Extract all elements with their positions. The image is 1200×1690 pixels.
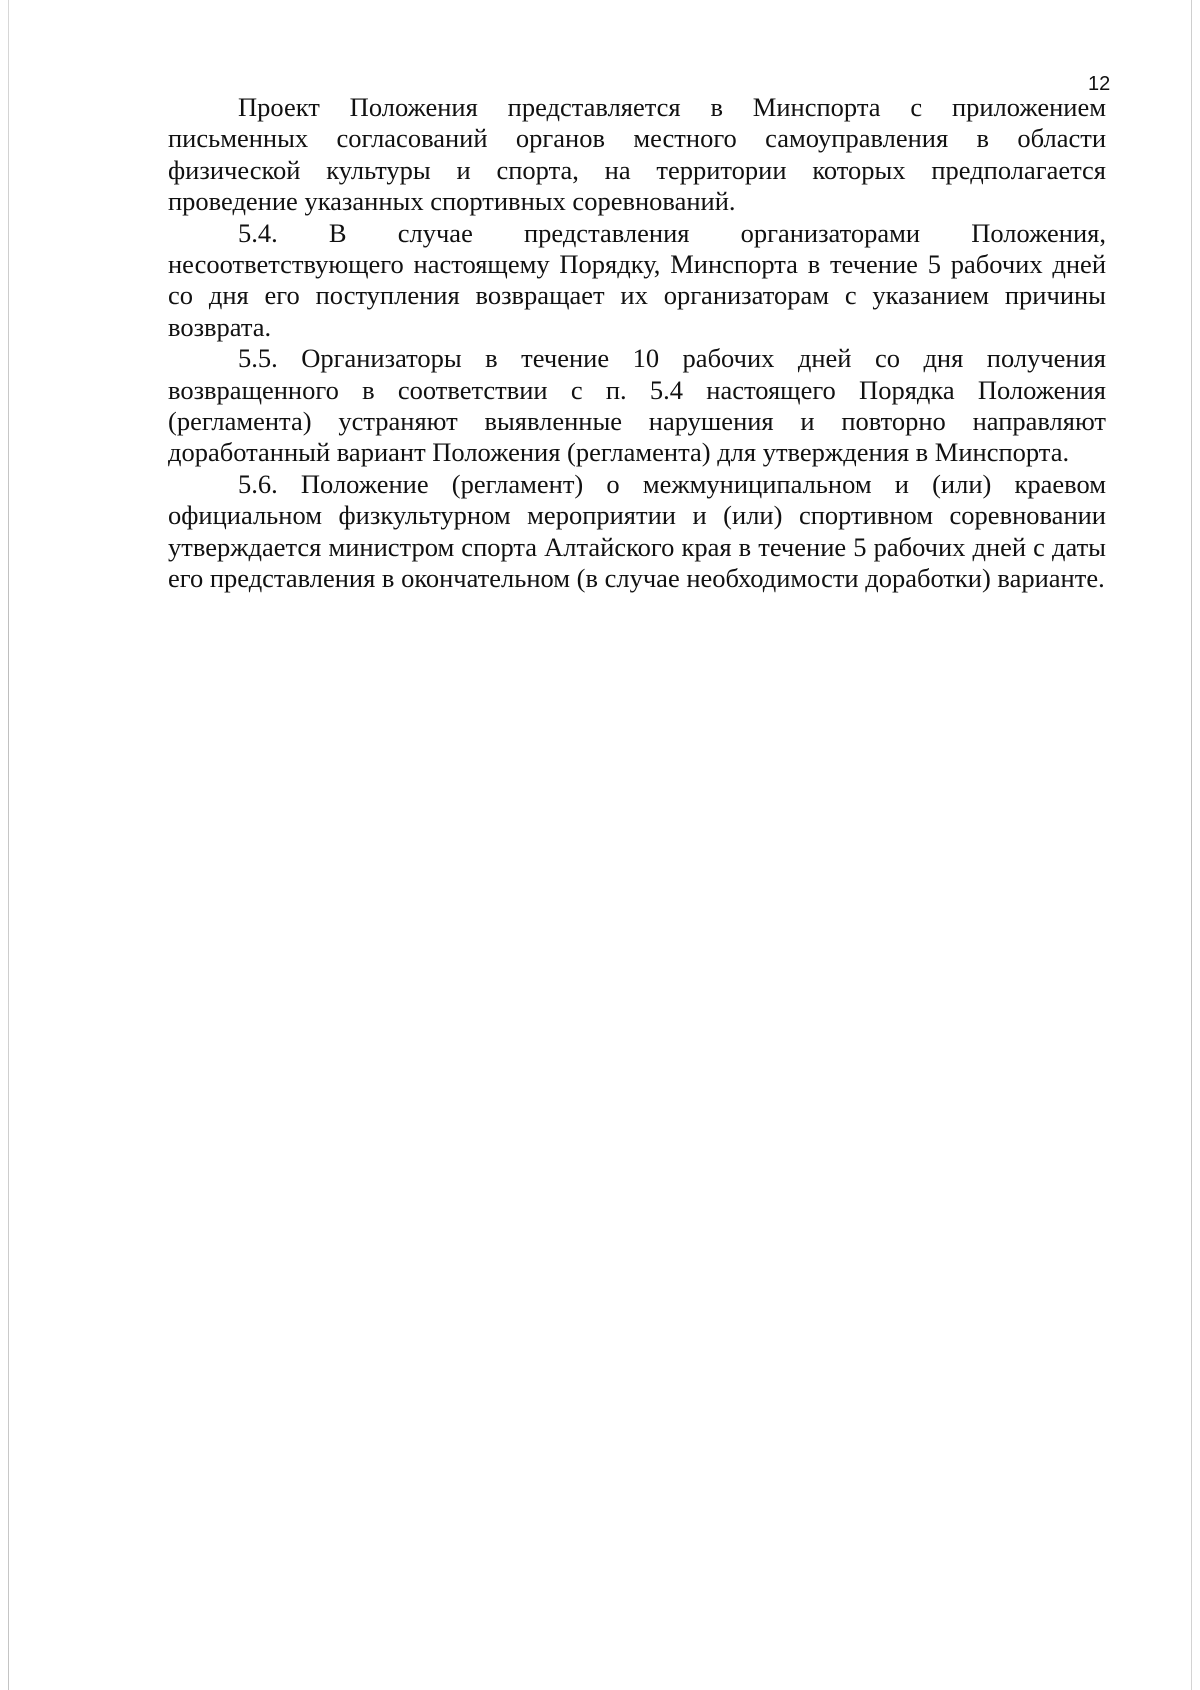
page-number: 12 bbox=[1088, 73, 1111, 95]
scan-edge-right bbox=[1191, 0, 1192, 1690]
document-body bbox=[168, 92, 1106, 595]
paragraph-5-5: 5.5. Организаторы в течение 10 рабочих дней со дня получения возвращенного в соответствии с п. 5.4 настоящего Порядка Положения (регламента) устраняют выявленные нарушения и повторно направляют доработанный вариант Положения (регламента) для утверждения в Минспорта. bbox=[168, 343, 1106, 468]
scan-edge-left bbox=[8, 0, 9, 1690]
paragraph-project-submission: Проект Положения представляется в Минспорта с приложением письменных согласований органов местного самоуправления в области физической культуры и спорта, на территории которых предполагается проведение указанных спортивных соревнований. bbox=[168, 92, 1106, 217]
paragraph-5-6: 5.6. Положение (регламент) о межмуниципальном и (или) краевом официальном физкультурном мероприятии и (или) спортивном соревновании утверждается министром спорта Алтайского края в течение 5 рабочих дней с даты его представления в окончательном (в случае необходимости доработки) варианте. bbox=[168, 468, 1106, 594]
paragraph-5-4: 5.4. В случае представления организаторами Положения, несоответствующего настоящему Порядку, Минспорта в течение 5 рабочих дней со дня его поступления возвращает их организаторам с указанием причины возврата. bbox=[168, 217, 1106, 342]
